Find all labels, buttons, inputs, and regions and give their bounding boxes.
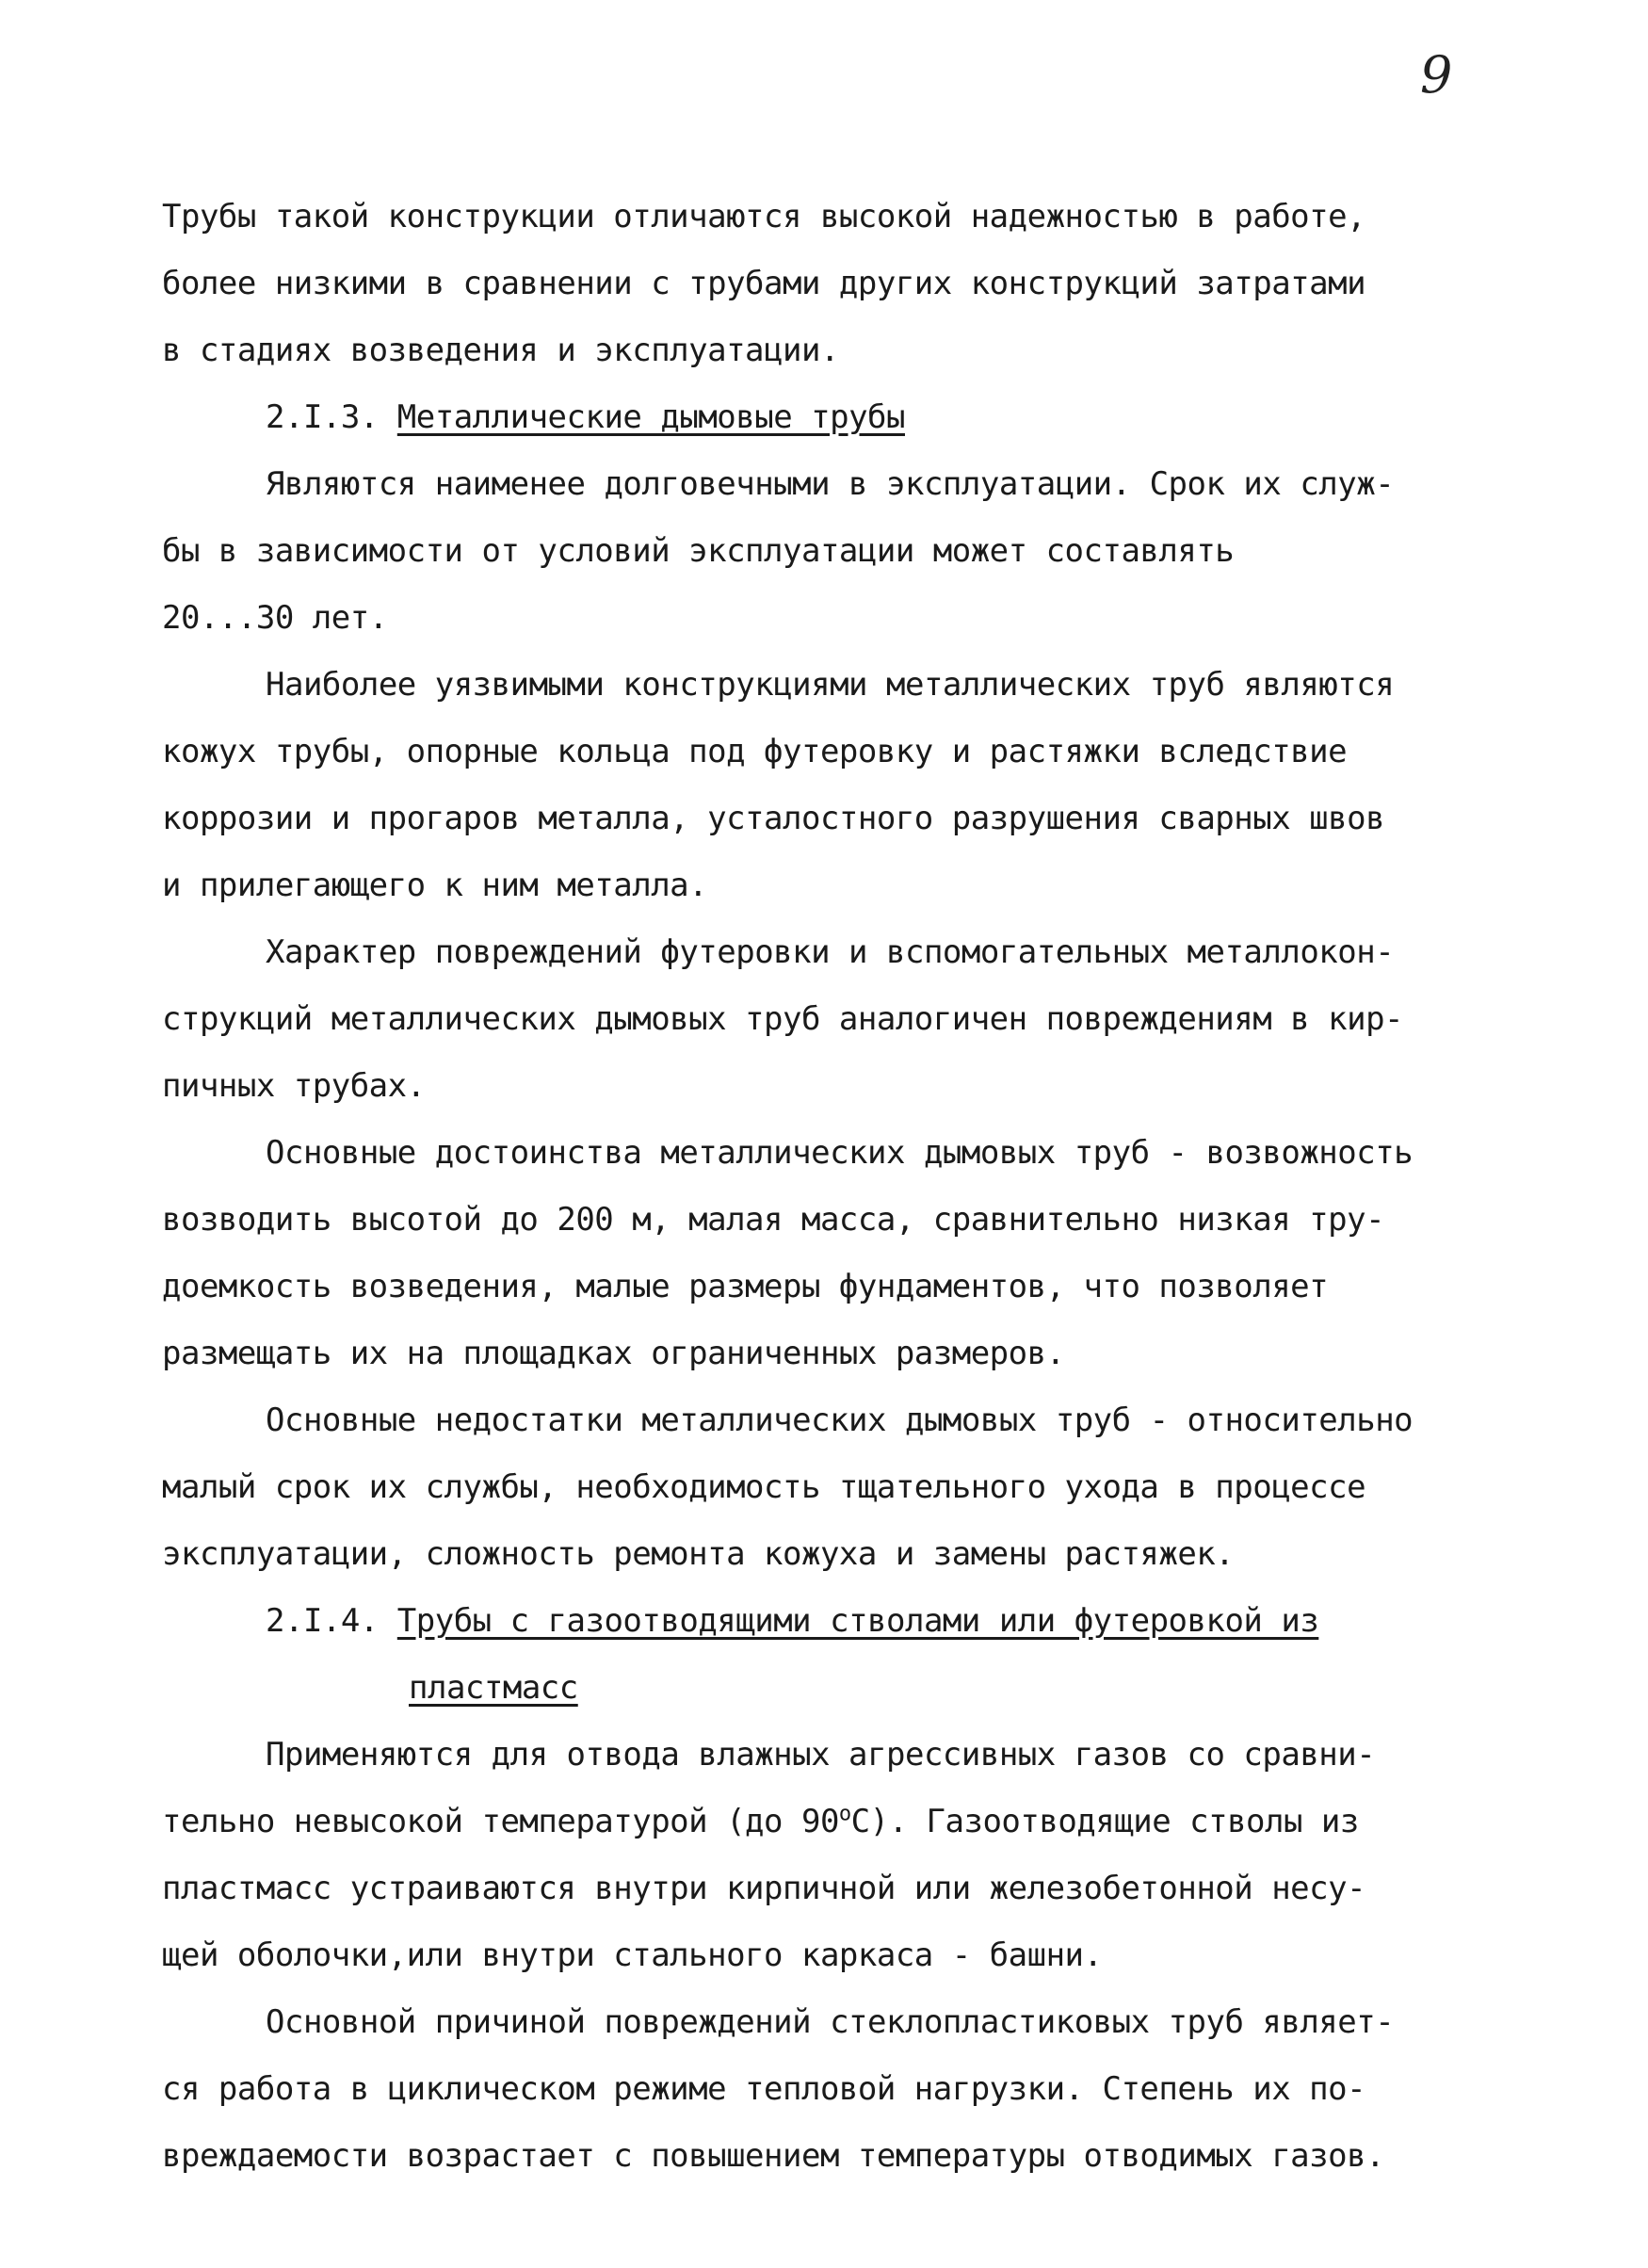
section-heading-2-1-3 bbox=[162, 384, 1527, 451]
section-number: 2.I.4. bbox=[266, 1602, 397, 1640]
text-line: эксплуатации, сложность ремонта кожуха и замены растяжек. bbox=[162, 1535, 1235, 1573]
text-line: Наиболее уязвимыми конструкциями металлических труб являются bbox=[266, 666, 1395, 704]
text-line: вреждаемости возрастает с повышением температуры отводимых газов. bbox=[162, 2137, 1385, 2175]
text-line: ся работа в циклическом режиме тепловой нагрузки. Степень их по- bbox=[162, 2070, 1366, 2108]
text-line: в стадиях возведения и эксплуатации. bbox=[162, 332, 839, 369]
text-line: малый срок их службы, необходимость тщательного ухода в процессе bbox=[162, 1468, 1366, 1506]
text-line: размещать их на площадках ограниченных размеров. bbox=[162, 1335, 1065, 1372]
text-line: Применяются для отвода влажных агрессивных газов со сравни- bbox=[266, 1736, 1376, 1774]
text-line: возводить высотой до 200 м, малая масса, сравнительно низкая тру- bbox=[162, 1201, 1385, 1239]
text-line: коррозии и прогаров металла, усталостного разрушения сварных швов bbox=[162, 800, 1385, 837]
section-heading-2-1-4 bbox=[162, 1588, 1527, 1655]
text-line: и прилегающего к ним металла. bbox=[162, 867, 708, 904]
section-number: 2.I.3. bbox=[266, 398, 397, 436]
text-line bbox=[162, 1789, 1527, 1855]
text-line: более низкими в сравнении с трубами других конструкций затратами bbox=[162, 265, 1366, 302]
text-line: пичных трубах. bbox=[162, 1067, 426, 1105]
text-line: Являются наименее долговечными в эксплуатации. Срок их служ- bbox=[266, 465, 1395, 503]
text-line: Основной причиной повреждений стеклопластиковых труб являет- bbox=[266, 2003, 1395, 2041]
text-line: струкций металлических дымовых труб аналогичен повреждениям в кир- bbox=[162, 1000, 1404, 1038]
text-fragment: С). Газоотводящие стволы из bbox=[850, 1803, 1359, 1840]
section-title-continuation bbox=[162, 1655, 1527, 1722]
text-line: Основные достоинства металлических дымовых труб - возвожность bbox=[266, 1134, 1414, 1172]
section-title: Трубы с газоотводящими стволами или футеровкой из bbox=[396, 1602, 1319, 1640]
text-line: щей оболочки,или внутри стального каркаса - башни. bbox=[162, 1936, 1103, 1974]
text-line: Основные недостатки металлических дымовых труб - относительно bbox=[266, 1401, 1414, 1439]
text-line: Трубы такой конструкции отличаются высокой надежностью в работе, bbox=[162, 198, 1366, 235]
text-line: бы в зависимости от условий эксплуатации может составлять bbox=[162, 532, 1235, 570]
text-line: пластмасс устраиваются внутри кирпичной или железобетонной несу- bbox=[162, 1870, 1366, 1907]
text-line: 20...30 лет. bbox=[162, 599, 388, 637]
text-line: доемкость возведения, малые размеры фундаментов, что позволяет bbox=[162, 1268, 1329, 1305]
document-body bbox=[162, 184, 1527, 2190]
section-title: Металлические дымовые трубы bbox=[396, 398, 905, 436]
text-line: кожух трубы, опорные кольца под футеровку и растяжки вследствие bbox=[162, 733, 1348, 770]
text-fragment: тельно невысокой температурой (до 90 bbox=[162, 1803, 839, 1840]
text-line: Характер повреждений футеровки и вспомогательных металлокон- bbox=[266, 933, 1395, 971]
degree-superscript: о bbox=[838, 1802, 851, 1826]
page-number: 9 bbox=[1420, 45, 1453, 105]
section-title-cont: пластмасс bbox=[409, 1669, 578, 1707]
